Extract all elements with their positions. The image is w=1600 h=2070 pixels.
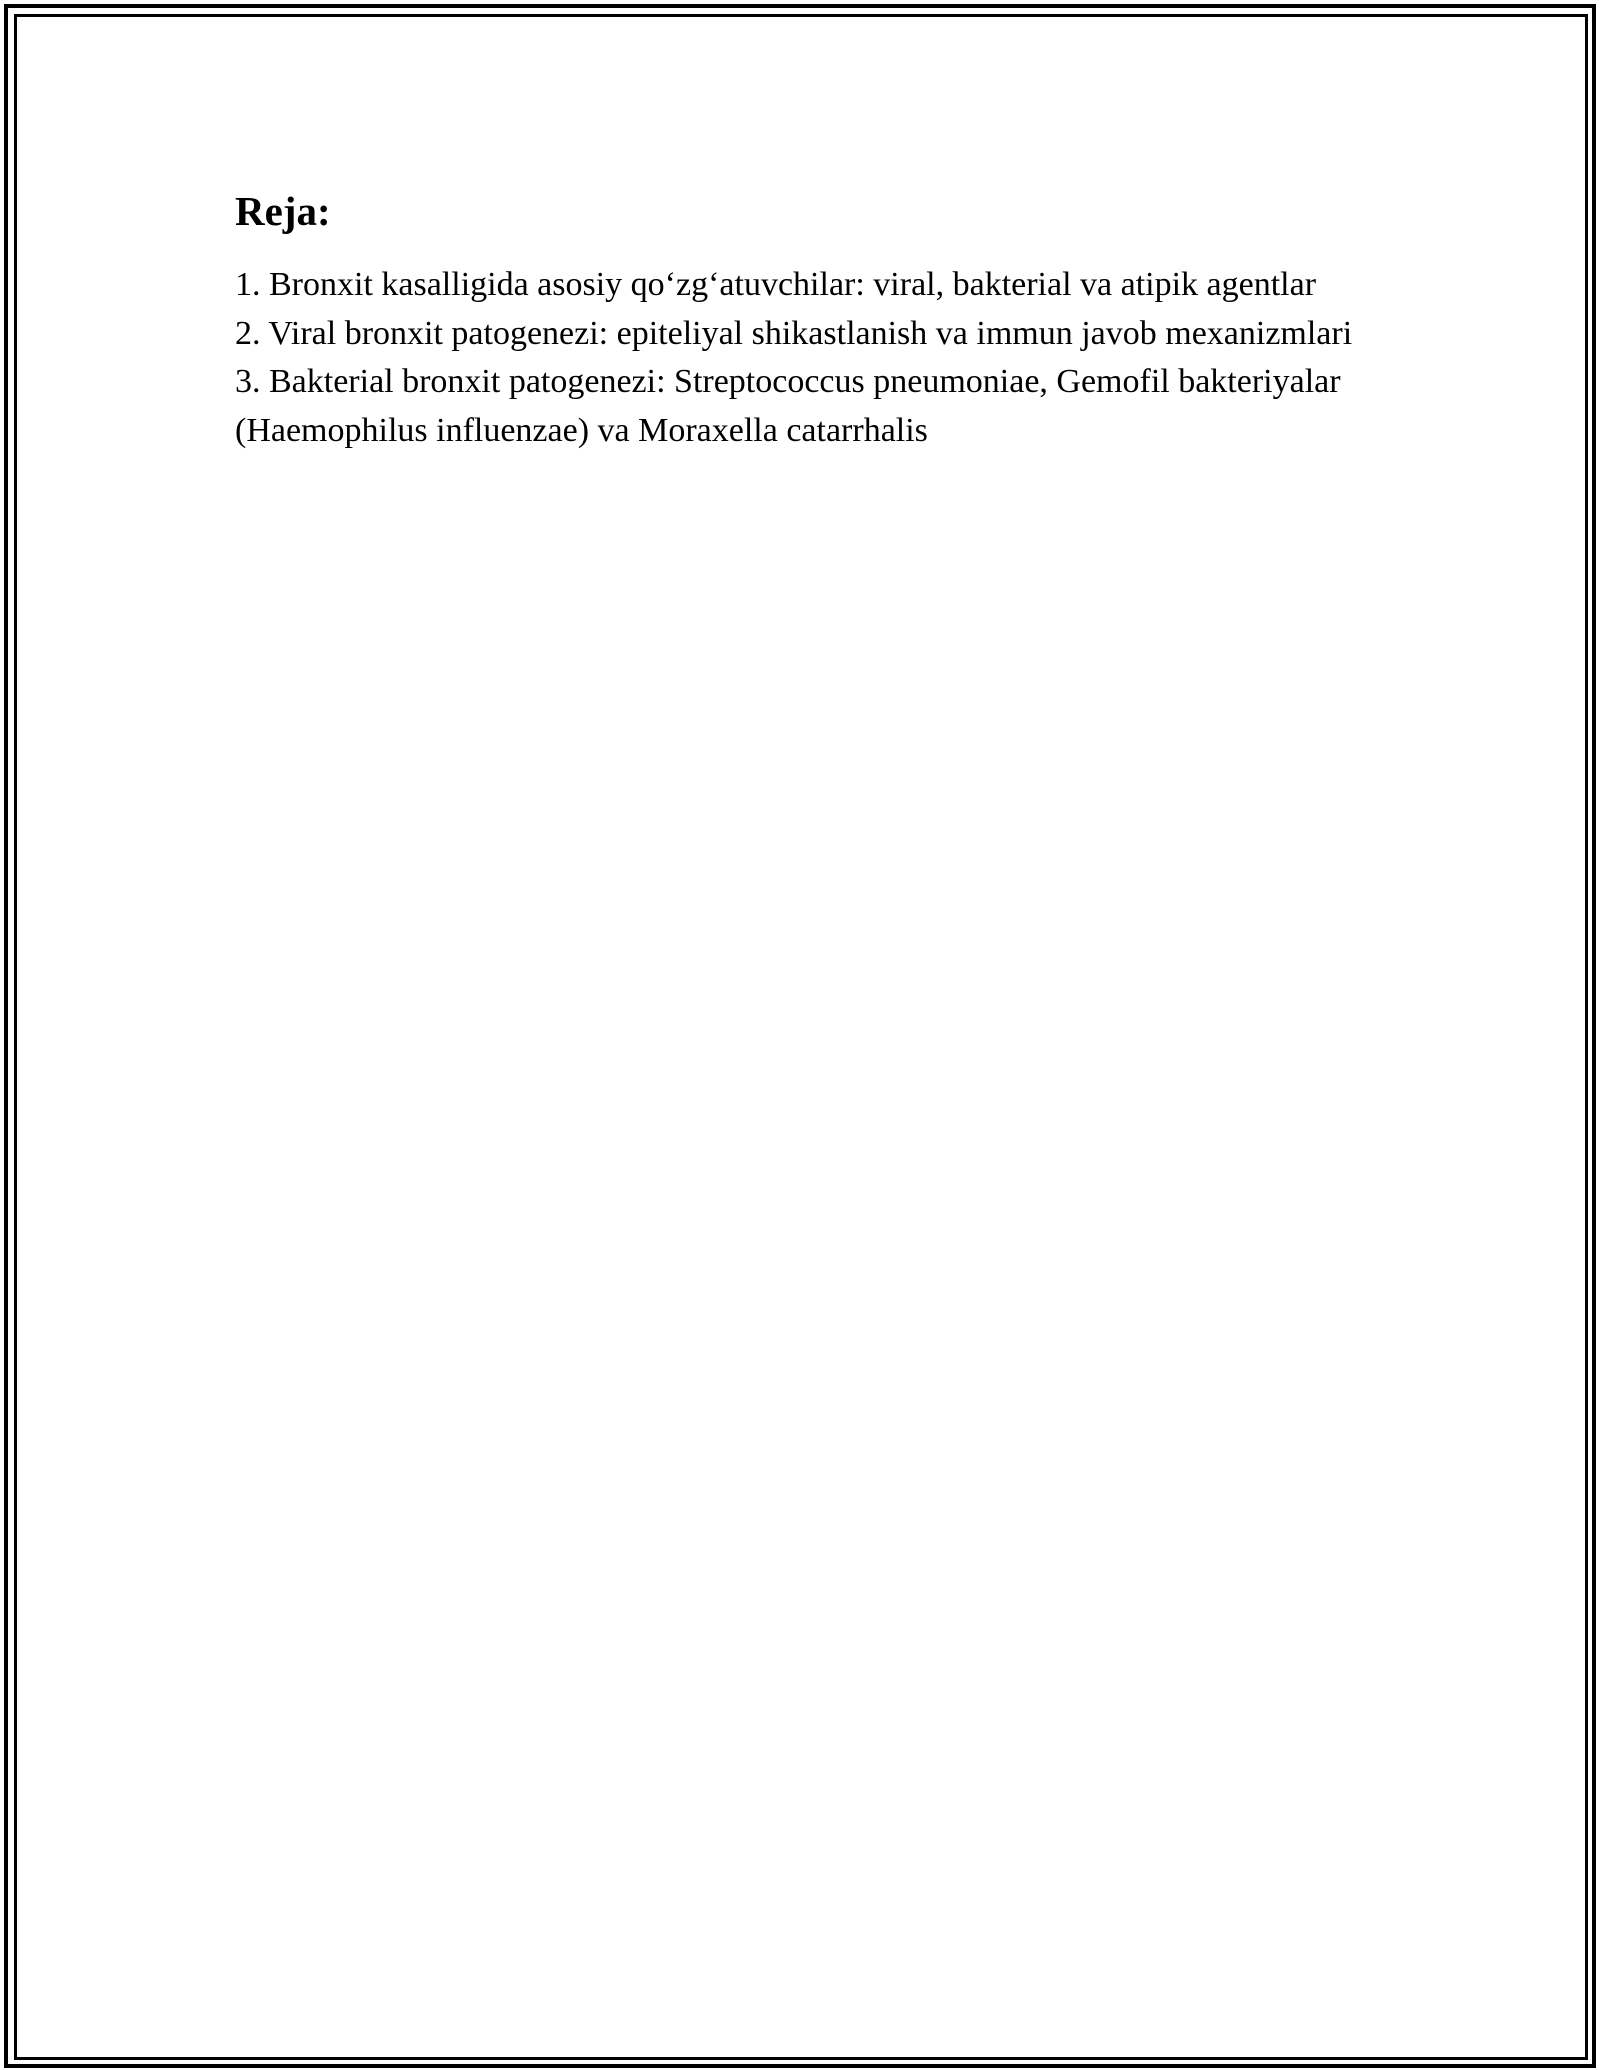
document-body: [235, 186, 1365, 455]
list-item: 3. Bakterial bronxit patogenezi: Streptococcus pneumoniae, Gemofil bakteriyalar (Haemophilus influenzae) va Moraxella catarrhalis: [235, 363, 1341, 449]
list-item: 1. Bronxit kasalligida asosiy qo‘zg‘atuvchilar: viral, bakterial va atipik agentlar: [235, 266, 1317, 303]
plan-list: [235, 261, 1365, 455]
list-item: 2. Viral bronxit patogenezi: epiteliyal shikastlanish va immun javob mexanizmlari: [235, 314, 1353, 352]
page-title: Reja:: [235, 188, 331, 234]
